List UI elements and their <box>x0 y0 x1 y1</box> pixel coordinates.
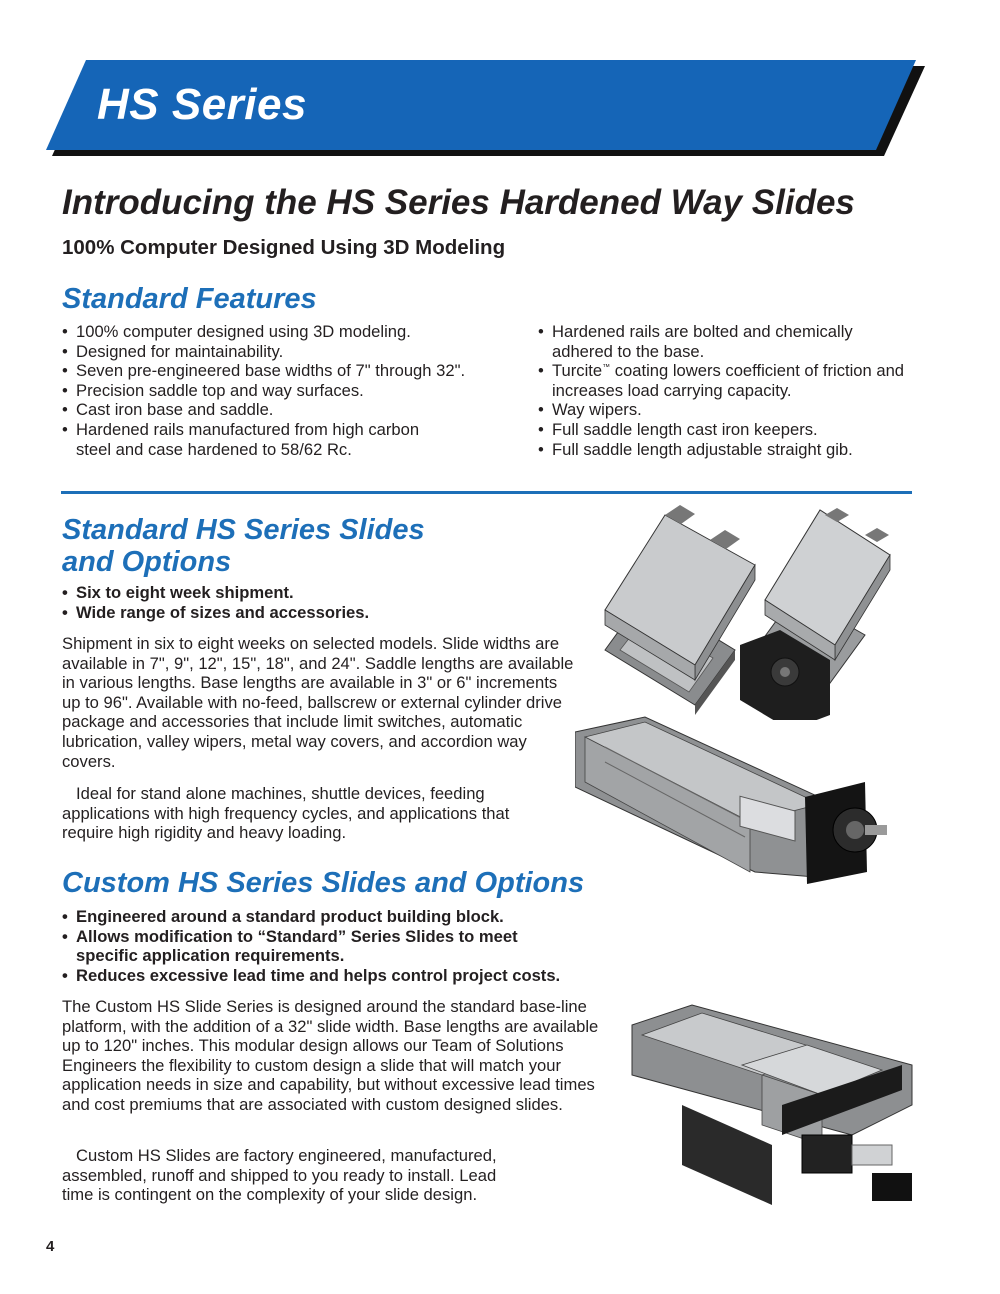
standard-slides-heading <box>62 514 425 578</box>
standard-features-list-left <box>62 322 512 459</box>
list-item: • Allows modification to “Standard” Series Slides to meet specific application requirements. <box>62 927 556 966</box>
page-title: Introducing the HS Series Hardened Way Slides <box>62 183 855 222</box>
page-subtitle: 100% Computer Designed Using 3D Modeling <box>62 236 506 259</box>
list-item: • Full saddle length adjustable straight gib. <box>538 440 908 460</box>
custom-slides-paragraph: The Custom HS Slide Series is designed around the standard base-line platform, with the addition of a 32" slide width. Base lengths are available up to 120" inches. This modular design allows our Team of Solutions Engineers the flexibility to custom design a slide that will match your application needs in size and capability, but without excessive lead times and cost premiums that are associated with custom designed slides. <box>62 997 599 1114</box>
list-item: • Designed for maintainability. <box>62 342 512 362</box>
standard-features-heading: Standard Features <box>62 283 317 315</box>
list-item: • Reduces excessive lead time and helps control project costs. <box>62 966 622 986</box>
standard-slides-paragraph: Shipment in six to eight weeks on selected models. Slide widths are available in 7", 9", 12", 15", 18", and 24". Saddle lengths are available in various lengths. Base lengths are available in 3" or 6" increments up to 96". Available with no-feed, ballscrew or external cylinder drive package and accessories that include limit switches, automatic lubrication, valley wipers, metal way covers, and accordion way covers. <box>62 634 574 771</box>
slide-product-image-pair <box>585 500 895 720</box>
banner-title: HS Series <box>97 80 307 129</box>
standard-slides-bullets <box>62 583 542 622</box>
list-item: • 100% computer designed using 3D modeling. <box>62 322 512 342</box>
list-item <box>538 361 908 400</box>
list-item: • Hardened rails are bolted and chemically adhered to the base. <box>538 322 892 361</box>
list-item: • Wide range of sizes and accessories. <box>62 603 542 623</box>
list-item: • Precision saddle top and way surfaces. <box>62 381 512 401</box>
page-number: 4 <box>46 1238 55 1255</box>
custom-slide-product-image <box>622 995 922 1215</box>
custom-slides-bullets <box>62 907 622 985</box>
list-item: • Six to eight week shipment. <box>62 583 542 603</box>
section-divider <box>61 491 912 494</box>
custom-slides-heading: Custom HS Series Slides and Options <box>62 867 585 899</box>
list-item: • Full saddle length cast iron keepers. <box>538 420 908 440</box>
custom-slides-paragraph-2: Custom HS Slides are factory engineered, manufactured, assembled, runoff and shipped to you ready to install. Lead time is contingent on the complexity of your slide design. <box>62 1146 497 1205</box>
list-item: • Way wipers. <box>538 400 908 420</box>
standard-slides-paragraph-2: Ideal for stand alone machines, shuttle devices, feeding applications with high frequency cycles, and applications that require high rigidity and heavy loading. <box>62 784 510 843</box>
list-item: • Seven pre-engineered base widths of 7" through 32". <box>62 361 512 381</box>
heading-line: and Options <box>62 546 232 578</box>
standard-features-list-right <box>538 322 908 459</box>
list-item-text: Turcite™ coating lowers coefficient of friction and increases load carrying capacity. <box>552 361 905 400</box>
heading-line: Standard HS Series Slides <box>62 514 425 546</box>
list-item: • Engineered around a standard product building block. <box>62 907 622 927</box>
list-item: • Hardened rails manufactured from high carbon steel and case hardened to 58/62 Rc. <box>62 420 456 459</box>
long-slide-product-image <box>575 712 890 887</box>
list-item: • Cast iron base and saddle. <box>62 400 512 420</box>
